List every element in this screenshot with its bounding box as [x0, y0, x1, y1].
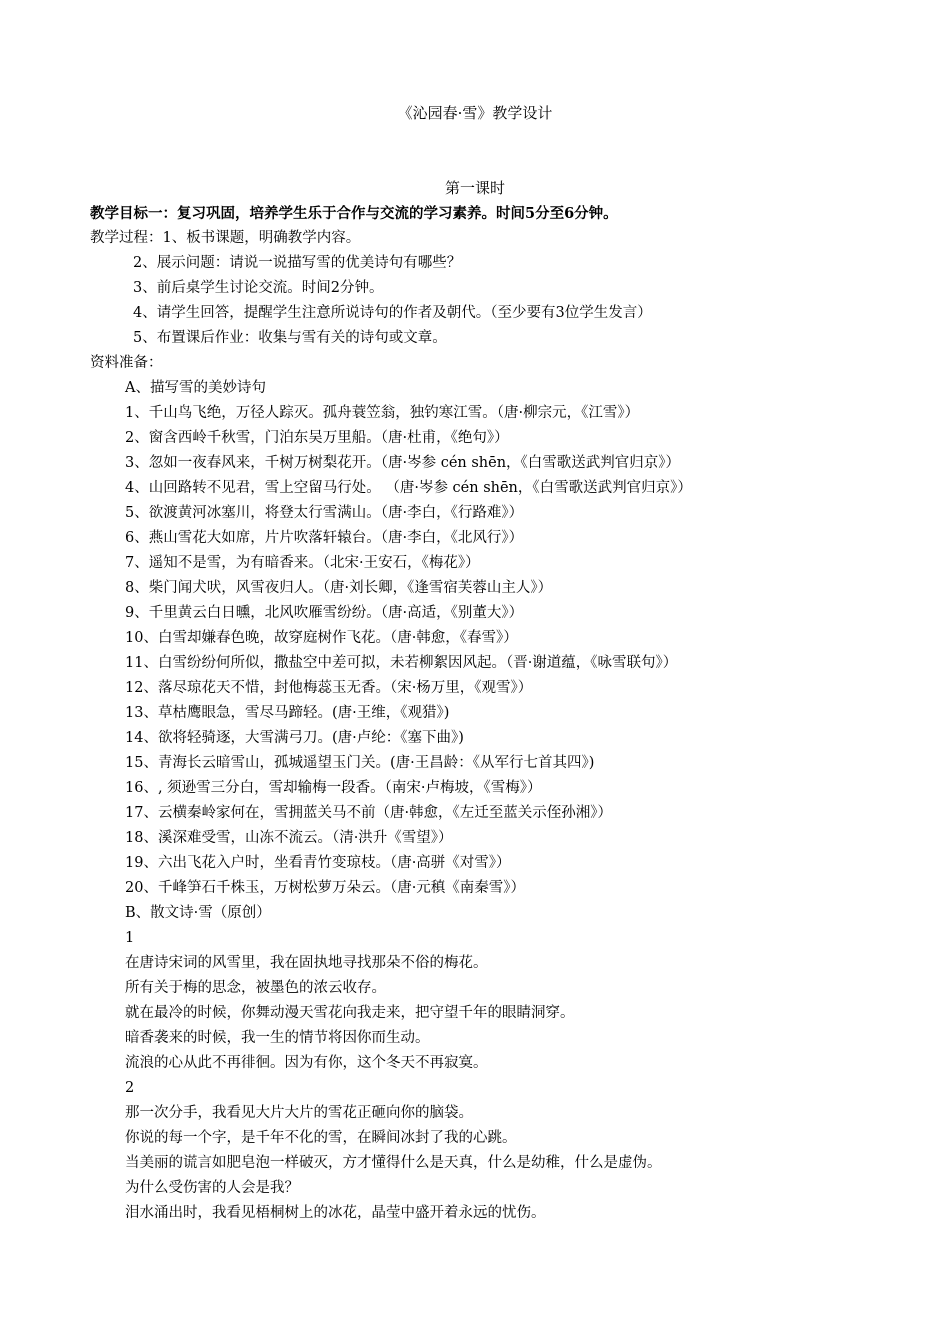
poem-line: 12、落尽琼花天不惜，封他梅蕊玉无香。（宋·杨万里，《观雪》） [125, 680, 533, 696]
process-step-3: 3、前后桌学生讨论交流。时间2分钟。 [133, 280, 384, 296]
poem-line: 16、, 须逊雪三分白，雪却输梅一段香。（南宋·卢梅坡，《雪梅》） [125, 780, 542, 796]
section-b-heading: B、散文诗·雪（原创） [125, 905, 271, 921]
poem-line: 19、六出飞花入户时，坐看青竹变琼枝。（唐·高骈《对雪》） [125, 855, 511, 871]
prose-number: 2 [125, 1080, 135, 1096]
poem-line: 14、欲将轻骑逐，大雪满弓刀。(唐·卢纶：《塞下曲》) [125, 730, 464, 746]
lesson-heading: 第一课时 [444, 179, 505, 197]
prose-line: 你说的每一个字，是千年不化的雪，在瞬间冰封了我的心跳。 [125, 1130, 517, 1146]
process-step-2: 2、展示问题：请说一说描写雪的优美诗句有哪些？ [133, 255, 462, 271]
process-step-5: 5、布置课后作业：收集与雪有关的诗句或文章。 [133, 330, 447, 346]
poem-line: 15、青海长云暗雪山，孤城遥望玉门关。(唐·王昌龄：《从军行七首其四》) [125, 755, 595, 771]
teaching-objective: 教学目标一：复习巩固，培养学生乐于合作与交流的学习素养。时间5分至6分钟。 [90, 205, 618, 222]
poem-line: 10、白雪却嫌春色晚，故穿庭树作飞花。（唐·韩愈，《春雪》） [125, 630, 518, 646]
poem-line: 20、千峰笋石千株玉，万树松萝万朵云。（唐·元稹《南秦雪》） [125, 880, 526, 896]
materials-heading: 资料准备： [90, 355, 163, 371]
poem-line: 9、千里黄云白日曛，北风吹雁雪纷纷。（唐·高适，《别董大》） [125, 605, 524, 621]
prose-line: 那一次分手，我看见大片大片的雪花正砸向你的脑袋。 [125, 1105, 473, 1121]
document-title: 《沁园春·雪》教学设计 [397, 104, 553, 122]
process-step-4: 4、请学生回答，提醒学生注意所说诗句的作者及朝代。（至少要有3位学生发言） [133, 305, 652, 321]
poem-line: 5、欲渡黄河冰塞川，将登太行雪满山。（唐·李白，《行路难》） [125, 505, 524, 521]
poem-line: 6、燕山雪花大如席，片片吹落轩辕台。（唐·李白，《北风行》） [125, 530, 524, 546]
poem-line: 2、窗含西岭千秋雪，门泊东吴万里船。（唐·杜甫，《绝句》） [125, 430, 509, 446]
process-step-1: 教学过程：1、板书课题，明确教学内容。 [90, 230, 361, 246]
poem-line: 1、千山鸟飞绝，万径人踪灭。孤舟蓑笠翁，独钓寒江雪。（唐·柳宗元，《江雪》） [125, 405, 640, 421]
prose-line: 当美丽的谎言如肥皂泡一样破灭，方才懂得什么是天真，什么是幼稚，什么是虚伪。 [125, 1155, 662, 1171]
poem-line: 11、白雪纷纷何所似，撒盐空中差可拟，未若柳絮因风起。（晋·谢道蕴，《咏雪联句》） [125, 655, 678, 671]
poem-line: 13、草枯鹰眼急，雪尽马蹄轻。(唐·王维，《观猎》) [125, 705, 450, 721]
poem-line: 17、云横秦岭家何在，雪拥蓝关马不前（唐·韩愈，《左迁至蓝关示侄孙湘》） [125, 805, 613, 821]
poem-line: 8、柴门闻犬吠，风雪夜归人。（唐·刘长卿，《逢雪宿芙蓉山主人》） [125, 580, 553, 596]
poem-line: 4、山回路转不见君，雪上空留马行处。 （唐·岑参 cén shēn，《白雪歌送武判官归京》） [125, 480, 692, 496]
poem-line: 7、遥知不是雪，为有暗香来。（北宋·王安石，《梅花》） [125, 555, 480, 571]
prose-number: 1 [125, 930, 135, 946]
prose-line: 泪水涌出时，我看见梧桐树上的冰花，晶莹中盛开着永远的忧伤。 [125, 1205, 546, 1221]
prose-line: 所有关于梅的思念，被墨色的浓云收存。 [125, 980, 386, 996]
section-a-heading: A、描写雪的美妙诗句 [125, 380, 266, 396]
prose-line: 为什么受伤害的人会是我？ [125, 1180, 299, 1196]
poem-line: 18、溪深难受雪，山冻不流云。（清·洪升《雪望》） [125, 830, 453, 846]
document-body [0, 201, 950, 1226]
prose-line: 在唐诗宋词的风雪里，我在固执地寻找那朵不俗的梅花。 [125, 955, 488, 971]
prose-line: 流浪的心从此不再徘徊。因为有你，这个冬天不再寂寞。 [125, 1055, 488, 1071]
poem-line: 3、忽如一夜春风来，千树万树梨花开。（唐·岑参 cén shēn，《白雪歌送武判官归京》） [125, 455, 681, 471]
prose-line: 暗香袭来的时候，我一生的情节将因你而生动。 [125, 1030, 430, 1046]
prose-line: 就在最冷的时候，你舞动漫天雪花向我走来，把守望千年的眼睛洞穿。 [125, 1005, 575, 1021]
